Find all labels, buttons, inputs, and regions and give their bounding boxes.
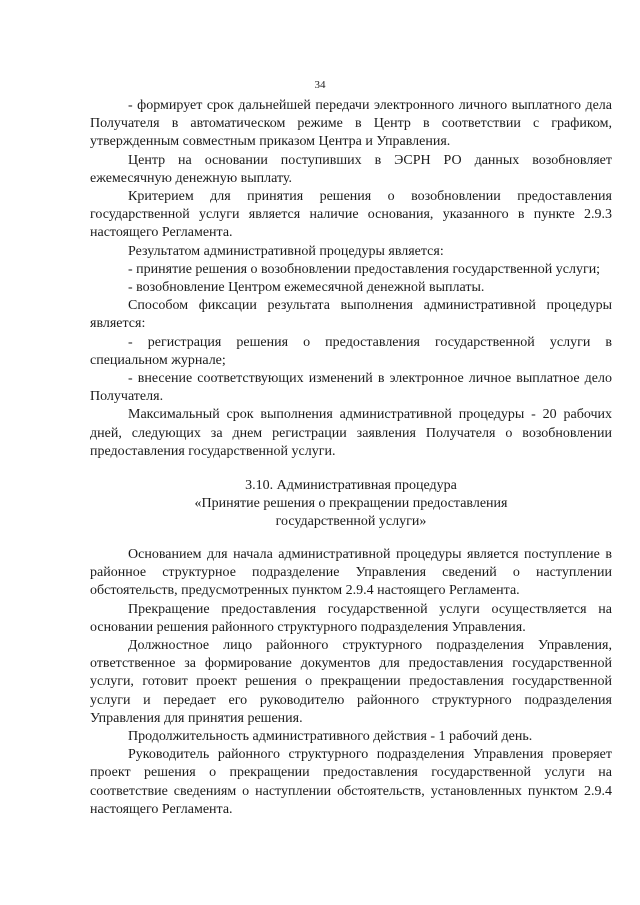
paragraph: - принятие решения о возобновлении предоставления государственной услуги;: [128, 261, 601, 277]
paragraph: Основанием для начала административной процедуры является поступление в районное структурное подразделение Управления сведений о наступлении обстоятельств, предусмотренных пунктом 2.9.4 настоящего Регламента.: [90, 547, 612, 599]
heading-line: государственной услуги»: [275, 514, 427, 530]
paragraph: Максимальный срок выполнения административной процедуры - 20 рабочих дней, следующих за днем регистрации заявления Получателя о возобновлении предоставления государственной услуги.: [90, 407, 612, 459]
page-number: 34: [314, 79, 326, 91]
paragraph: Руководитель районного структурного подразделения Управления проверяет проект решения о прекращении предоставления государственной услуги на соответствие сведениям о наступлении обстоятельств, установленных пунктом 2.9.4 настоящего Регламента.: [90, 747, 612, 817]
paragraph: - внесение соответствующих изменений в электронное личное выплатное дело Получателя.: [90, 371, 612, 405]
section-continuation: [90, 97, 612, 461]
section-heading: [90, 477, 612, 532]
paragraph: Результатом административной процедуры является:: [128, 243, 444, 259]
paragraph: - регистрация решения о предоставления государственной услуги в специальном журнале;: [90, 334, 612, 368]
paragraph: Прекращение предоставления государственной услуги осуществляется на основании решения районного структурного подразделения Управления.: [90, 601, 612, 635]
heading-line: «Принятие решения о прекращении предоставления: [194, 496, 508, 512]
paragraph: - формирует срок дальнейшей передачи электронного личного выплатного дела Получателя в автоматическом режиме в Центр в соответствии с графиком, утвержденным совместным приказом Центра и Управления.: [90, 98, 612, 150]
paragraph: Критерием для принятия решения о возобновлении предоставления государственной услуги является наличие основания, указанного в пункте 2.9.3 настоящего Регламента.: [90, 189, 612, 241]
heading-line: 3.10. Административная процедура: [245, 478, 457, 493]
paragraph: Способом фиксации результата выполнения административной процедуры является:: [90, 298, 612, 332]
paragraph: Должностное лицо районного структурного подразделения Управления, ответственное за формирование документов для предоставления государственной услуги, готовит проект решения о прекращении предоставления государственной услуги и передает его руководителю районного структурного подразделения Управления для принятия решения.: [90, 638, 612, 726]
paragraph: Центр на основании поступивших в ЭСРН РО данных возобновляет ежемесячную денежную выплату.: [90, 152, 612, 186]
paragraph: Продолжительность административного действия - 1 рабочий день.: [128, 729, 533, 745]
section-3-10-body: [90, 546, 612, 819]
paragraph: - возобновление Центром ежемесячной денежной выплаты.: [128, 280, 485, 296]
